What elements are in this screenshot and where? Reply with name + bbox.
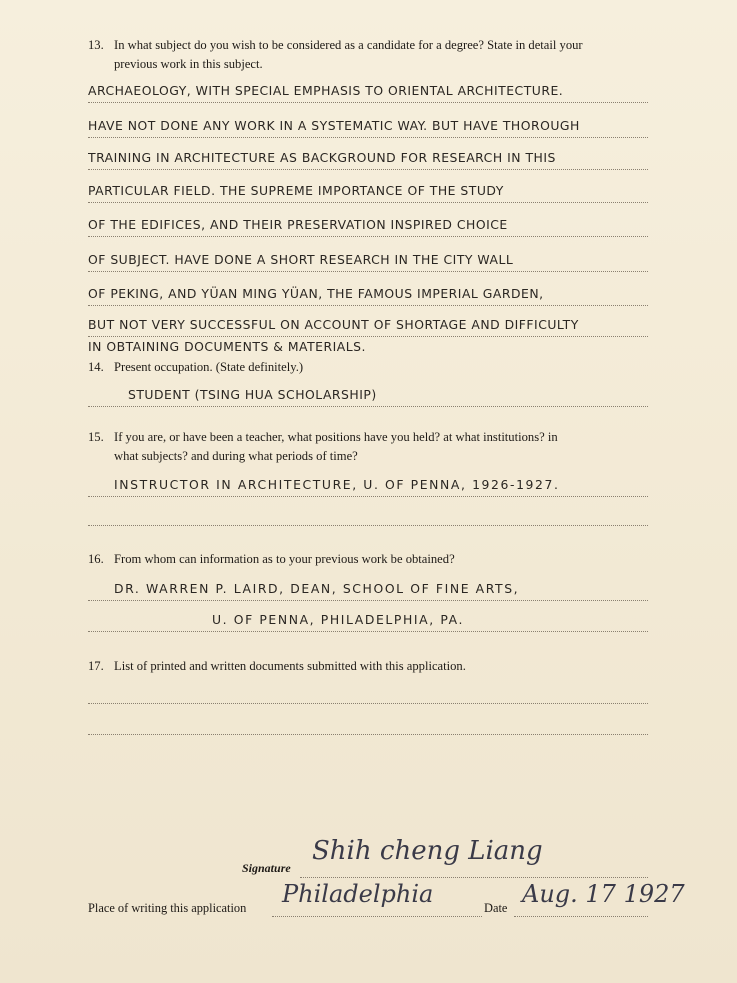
question-14-number: 14. [88, 360, 104, 374]
question-15-number: 15. [88, 430, 104, 444]
answer-17-blank-line-2 [88, 733, 648, 735]
question-13-number: 13. [88, 38, 104, 52]
question-14 [88, 358, 688, 377]
answer-13-line-5: OF THE EDIFICES, AND THEIR PRESERVATION INSPIRED CHOICE [88, 214, 648, 237]
answer-13-line-4: PARTICULAR FIELD. THE SUPREME IMPORTANCE OF THE STUDY [88, 180, 648, 203]
signature-line [300, 876, 648, 878]
question-16-text: From whom can information as to your previous work be obtained? [114, 552, 455, 566]
signature-value: Shih cheng Liang [312, 836, 543, 866]
date-value: Aug. 17 1927 [522, 880, 685, 908]
question-14-text: Present occupation. (State definitely.) [114, 360, 304, 374]
place-line [272, 915, 482, 917]
answer-13-line-6: OF SUBJECT. HAVE DONE A SHORT RESEARCH IN THE CITY WALL [88, 249, 648, 272]
answer-13-line-1: ARCHAEOLOGY, WITH SPECIAL EMPHASIS TO ORIENTAL ARCHITECTURE. [88, 80, 648, 103]
question-13-line1: In what subject do you wish to be considered as a candidate for a degree? State in detail your [114, 38, 583, 52]
question-17 [88, 657, 688, 676]
answer-13-line-8: BUT NOT VERY SUCCESSFUL ON ACCOUNT OF SHORTAGE AND DIFFICULTY [88, 314, 648, 337]
question-16-number: 16. [88, 552, 104, 566]
question-15 [88, 428, 688, 466]
answer-13-line-9: IN OBTAINING DOCUMENTS & MATERIALS. [88, 339, 366, 354]
answer-16-line-2: U. OF PENNA, PHILADELPHIA, PA. [88, 609, 648, 632]
answer-13-line-2: HAVE NOT DONE ANY WORK IN A SYSTEMATIC WAY. BUT HAVE THOROUGH [88, 115, 648, 138]
answer-16-line-1: DR. WARREN P. LAIRD, DEAN, SCHOOL OF FINE ARTS, [88, 578, 648, 601]
place-value: Philadelphia [282, 880, 434, 908]
answer-14: STUDENT (TSING HUA SCHOLARSHIP) [88, 384, 648, 407]
answer-13-line-7: OF PEKING, AND YÜAN MING YÜAN, THE FAMOUS IMPERIAL GARDEN, [88, 283, 648, 306]
answer-13-line-3: TRAINING IN ARCHITECTURE AS BACKGROUND FOR RESEARCH IN THIS [88, 147, 648, 170]
date-line [514, 915, 648, 917]
question-15-line2: what subjects? and during what periods of time? [114, 449, 358, 463]
question-17-text: List of printed and written documents submitted with this application. [114, 659, 466, 673]
answer-17-blank-line-1 [88, 702, 648, 704]
signature-label: Signature [242, 861, 291, 875]
answer-15: INSTRUCTOR IN ARCHITECTURE, U. OF PENNA, 1926-1927. [88, 474, 648, 497]
place-label: Place of writing this application [88, 901, 247, 915]
question-16 [88, 550, 688, 569]
question-13 [88, 36, 688, 74]
answer-15-blank-line [88, 524, 648, 526]
question-17-number: 17. [88, 659, 104, 673]
question-15-line1: If you are, or have been a teacher, what positions have you held? at what institutions? in [114, 430, 558, 444]
date-label: Date [484, 901, 508, 915]
question-13-line2: previous work in this subject. [114, 57, 263, 71]
